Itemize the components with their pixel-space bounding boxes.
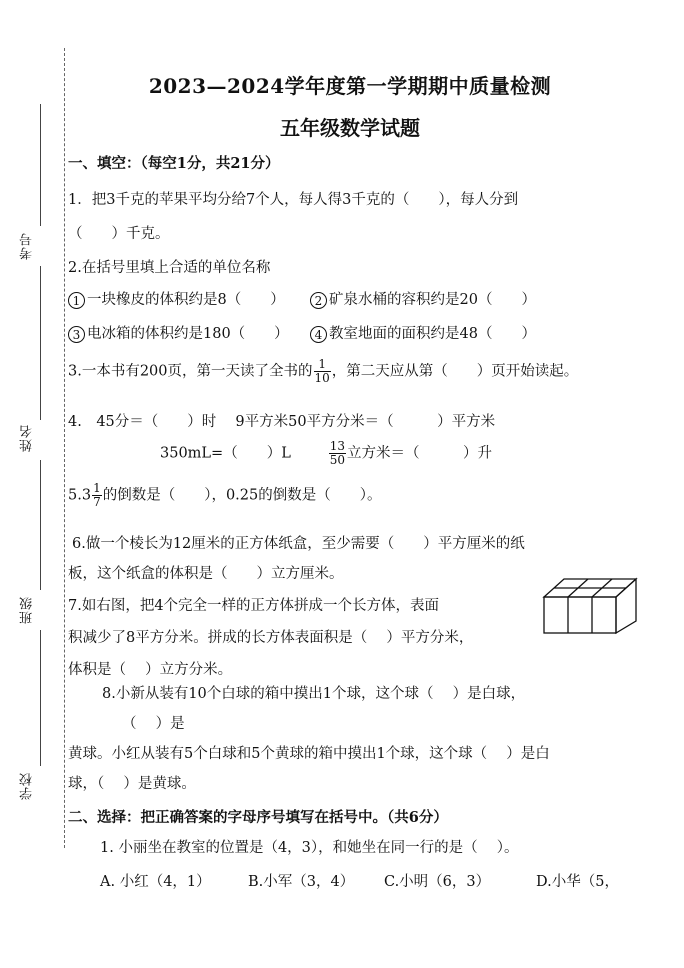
fraction: $\frac{1}{10}$ [314, 357, 330, 385]
circled-number: 1 [68, 292, 85, 309]
q7-line-a: 7.如右图，把4个完全一样的正方体拼成一个长方体，表面 [68, 598, 440, 614]
q1-line-b: （ ）千克。 [68, 226, 170, 242]
circled-number: 3 [68, 326, 85, 343]
s2-q1-option-c: C.小明（6，3） [384, 874, 491, 890]
s2-q1-text: 1. 小丽坐在教室的位置是（4，3），和她坐在同一行的是（ ）。 [100, 840, 519, 856]
exam-no-label: 考号 [20, 232, 35, 260]
cuboid-figure [540, 573, 640, 635]
q8-line-d: 球，（ ）是黄球。 [68, 776, 196, 792]
q8-line-c: 黄球。小红从装有5个白球和5个黄球的箱中摸出1个球，这个球（ ）是白 [68, 746, 550, 762]
q6-line-b: 板，这个纸盒的体积是（ ）立方厘米。 [68, 566, 344, 582]
q2-item-4: 4 教室地面的面积约是48（ ） [310, 322, 536, 343]
cuboid-side-face [616, 579, 636, 633]
s2-q1-option-b: B.小军（3，4） [248, 874, 355, 890]
section1-heading: 一、填空：（每空1分，共21分） [68, 155, 280, 172]
fraction: $\frac{1}{7}$ [93, 481, 101, 509]
section2-heading: 二、选择：把正确答案的字母序号填写在括号中。（共6分） [68, 809, 448, 826]
q3-line: 3.一本书有200页，第一天读了全书的 $\frac{1}{10}$ ，第二天应从第（ ）页开始读起。 [68, 357, 579, 385]
q2-item-1: 1 一块橡皮的体积约是8（ ） [68, 288, 285, 309]
q7-line-b: 积减少了8平方分米。拼成的长方体表面积是（ ）平方分米， [68, 630, 474, 646]
s2-q1-option-a: A. 小红（4，1） [100, 874, 211, 890]
school-label: 学校 [20, 772, 35, 800]
q5-line: 5.3 $\frac{1}{7}$ 的倒数是（ ），0.25的倒数是（ ）。 [68, 481, 382, 509]
q2-intro: 2.在括号里填上合适的单位名称 [68, 260, 271, 276]
q8-line-a: 8.小新从装有10个白球的箱中摸出1个球，这个球（ ）是白球， [102, 686, 526, 702]
cut-line [64, 48, 65, 848]
circled-number: 4 [310, 326, 327, 343]
s2-q1-option-d: D.小华（5， [536, 874, 619, 890]
circled-number: 2 [310, 292, 327, 309]
q4-line-b: 350mL=（ ）L $\frac{13}{50}$ 立方米＝（ ）升 [160, 439, 492, 467]
q2-item-3: 3 电冰箱的体积约是180（ ） [68, 322, 289, 343]
cuboid-front-face [544, 597, 616, 633]
exam-subtitle: 五年级数学试题 [280, 116, 420, 140]
q4-line-a: 4. 45分＝（ ）时 9平方米50平方分米＝（ ）平方米 [68, 414, 496, 430]
q8-line-b: （ ）是 [122, 716, 185, 732]
exam-title: 2023—2024学年度第一学期期中质量检测 [148, 74, 552, 98]
q2-item-2: 2 矿泉水桶的容积约是20（ ） [310, 288, 536, 309]
class-label: 班级 [20, 596, 35, 624]
name-label: 姓名 [20, 424, 35, 452]
q7-line-c: 体积是（ ）立方分米。 [68, 662, 233, 678]
q6-line-a: 6.做一个棱长为12厘米的正方体纸盒，至少需要（ ）平方厘米的纸 [72, 536, 525, 552]
fraction: $\frac{13}{50}$ [329, 439, 345, 467]
q1-line-a: 1．把3千克的苹果平均分给7个人，每人得3千克的（ ），每人分到 [68, 192, 519, 208]
